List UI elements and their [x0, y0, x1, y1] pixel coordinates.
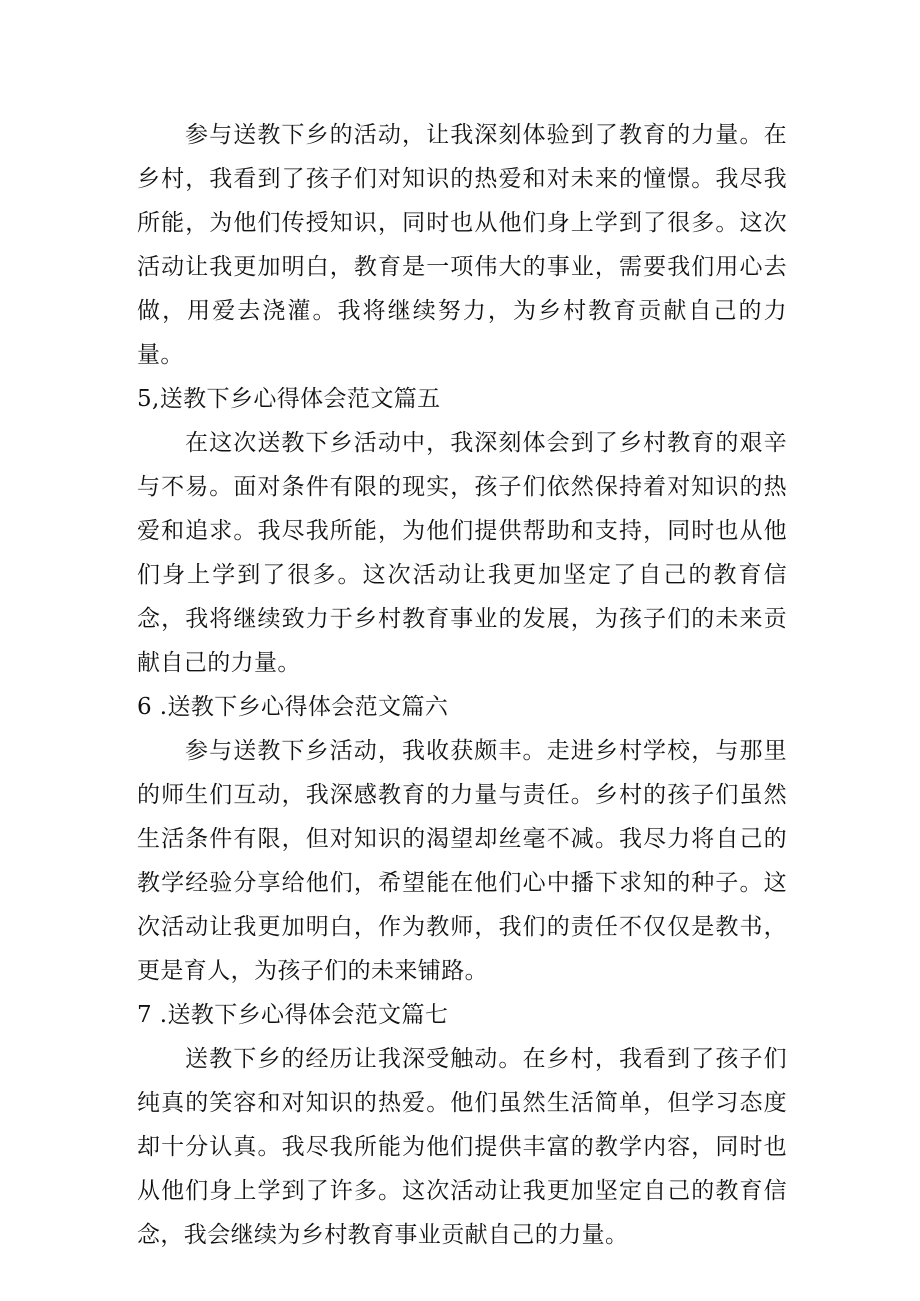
document-content [137, 113, 787, 1257]
section-heading-7: 7 .送教下乡心得体会范文篇七 [137, 1002, 449, 1028]
paragraph-intro: 参与送教下乡的活动，让我深刻体验到了教育的力量。在乡村，我看到了孩子们对知识的热爱和对未来的憧憬。我尽我所能，为他们传授知识，同时也从他们身上学到了很多。这次活动让我更加明白，教育是一项伟大的事业，需要我们用心去做，用爱去浇灌。我将继续努力，为乡村教育贡献自己的力量。 [137, 122, 787, 368]
paragraph-7: 送教下乡的经历让我深受触动。在乡村，我看到了孩子们纯真的笑容和对知识的热爱。他们虽然生活简单，但学习态度却十分认真。我尽我所能为他们提供丰富的教学内容，同时也从他们身上学到了许多。这次活动让我更加坚定自己的教育信念，我会继续为乡村教育事业贡献自己的力量。 [137, 1046, 787, 1248]
section-heading-6: 6 .送教下乡心得体会范文篇六 [137, 694, 449, 720]
section-heading-5: 5,送教下乡心得体会范文篇五 [137, 386, 441, 412]
paragraph-6: 参与送教下乡活动，我收获颇丰。走进乡村学校，与那里的师生们互动，我深感教育的力量与责任。乡村的孩子们虽然生活条件有限，但对知识的渴望却丝毫不减。我尽力将自己的教学经验分享给他们，希望能在他们心中播下求知的种子。这次活动让我更加明白，作为教师，我们的责任不仅仅是教书，更是育人，为孩子们的未来铺路。 [137, 738, 787, 984]
paragraph-5: 在这次送教下乡活动中，我深刻体会到了乡村教育的艰辛与不易。面对条件有限的现实，孩子们依然保持着对知识的热爱和追求。我尽我所能，为他们提供帮助和支持，同时也从他们身上学到了很多。这次活动让我更加坚定了自己的教育信念，我将继续致力于乡村教育事业的发展，为孩子们的未来贡献自己的力量。 [137, 430, 787, 676]
